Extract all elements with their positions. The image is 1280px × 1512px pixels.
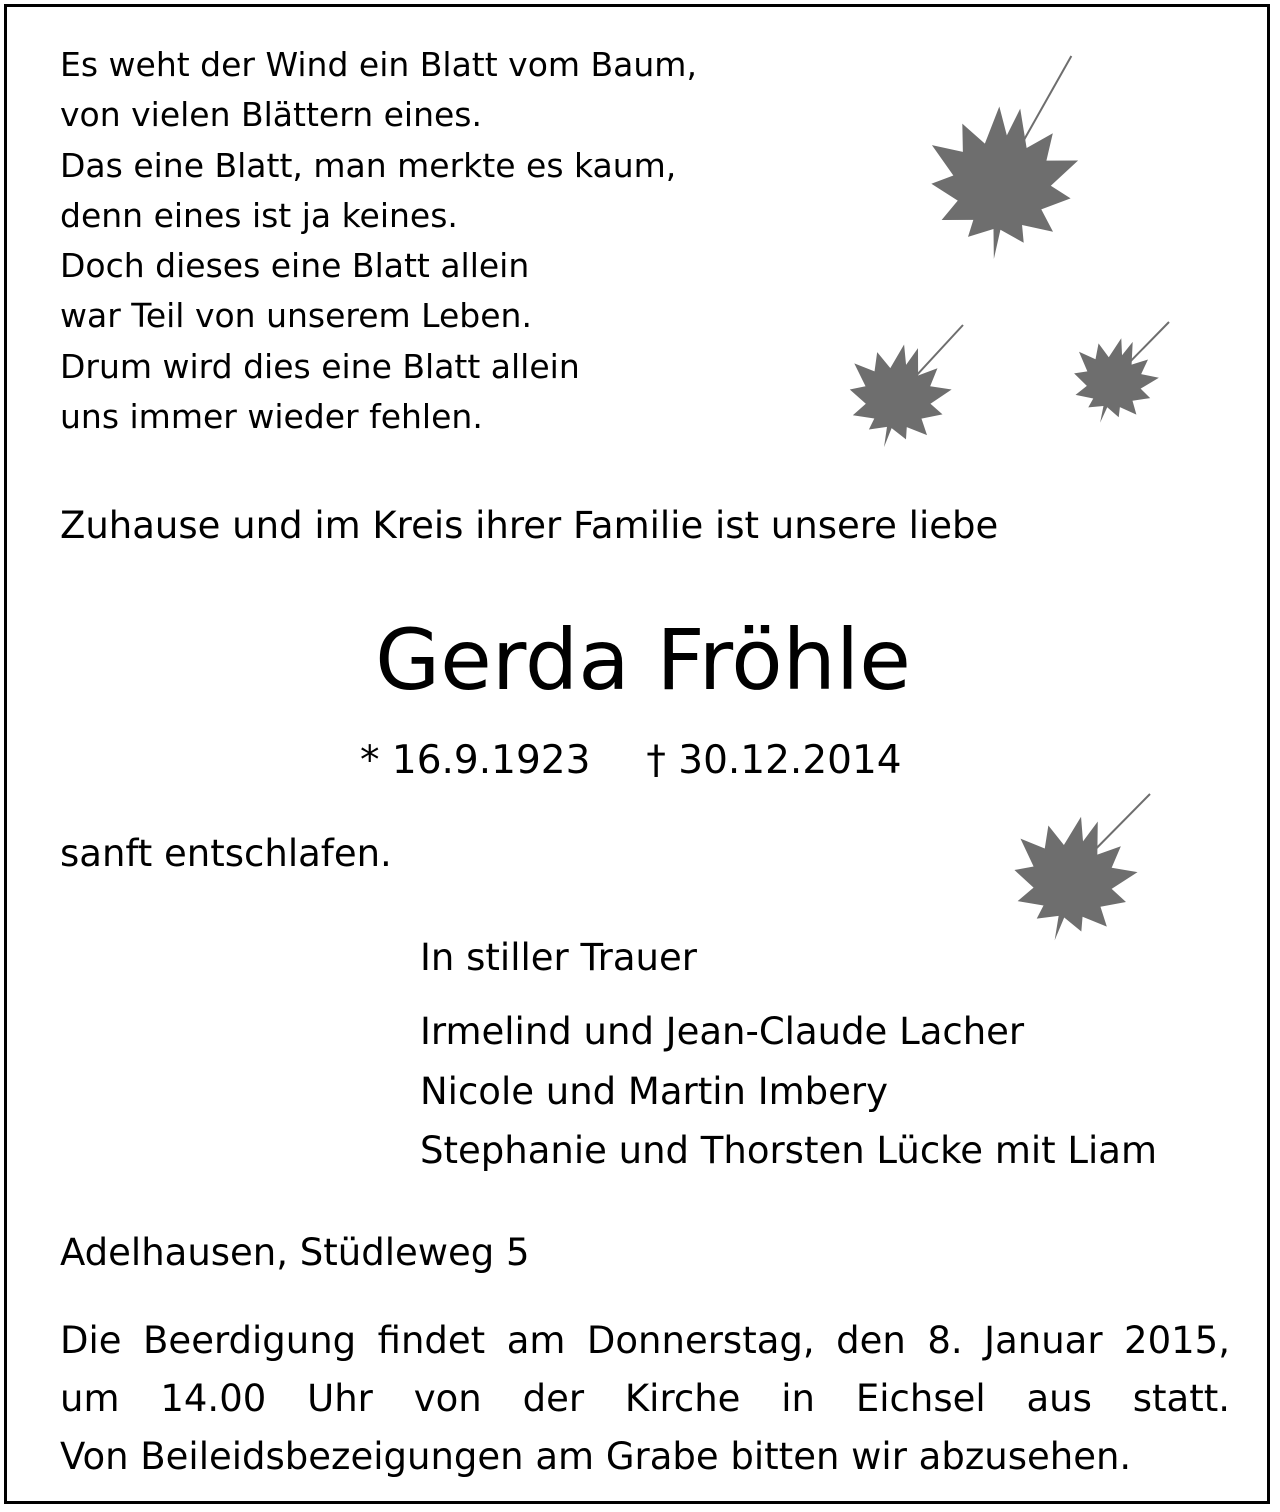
funeral-line: Die Beerdigung findet am Donnerstag, den 8. Januar 2015, — [60, 1319, 1230, 1362]
maple-leaf-icon — [1064, 318, 1174, 433]
funeral-line: um 14.00 Uhr von der Kirche in Eichsel aus statt. — [60, 1377, 1230, 1420]
poem-line: Doch dieses eine Blatt allein — [60, 246, 530, 286]
mourner-name: Nicole und Martin Imbery — [420, 1069, 889, 1113]
poem — [60, 40, 697, 442]
mourner-name: Irmelind und Jean-Claude Lacher — [420, 1010, 1025, 1053]
poem-line: uns immer wieder fehlen. — [60, 397, 483, 437]
mourner-name: Stephanie und Thorsten Lücke mit Liam — [420, 1129, 1158, 1172]
life-dates — [360, 733, 902, 789]
maple-leaf-icon — [1000, 790, 1155, 950]
poem-line: Drum wird dies eine Blatt allein — [60, 346, 580, 386]
mourners-list — [420, 1002, 1157, 1181]
poem-line: war Teil von unserem Leben. — [60, 296, 532, 336]
family-address: Adelhausen, Stüdleweg 5 — [60, 1231, 530, 1274]
announcement-intro: Zuhause und im Kreis ihrer Familie ist unsere liebe — [60, 504, 999, 547]
poem-line: Das eine Blatt, man merkte es kaum, — [60, 145, 677, 185]
birth-date: * 16.9.1923 — [360, 738, 591, 783]
announcement-closing: sanft entschlafen. — [60, 832, 392, 875]
poem-line: von vielen Blättern eines. — [60, 95, 482, 135]
poem-line: denn eines ist ja keines. — [60, 195, 458, 235]
death-date: † 30.12.2014 — [646, 738, 902, 783]
mourners-heading: In stiller Trauer — [420, 936, 697, 979]
funeral-line: Von Beileidsbezeigungen am Grabe bitten wir abzusehen. — [60, 1435, 1132, 1478]
funeral-notice — [60, 1312, 1230, 1486]
maple-leaf-icon — [838, 320, 968, 455]
poem-line: Es weht der Wind ein Blatt vom Baum, — [60, 45, 697, 84]
deceased-name: Gerda Fröhle — [375, 611, 911, 709]
